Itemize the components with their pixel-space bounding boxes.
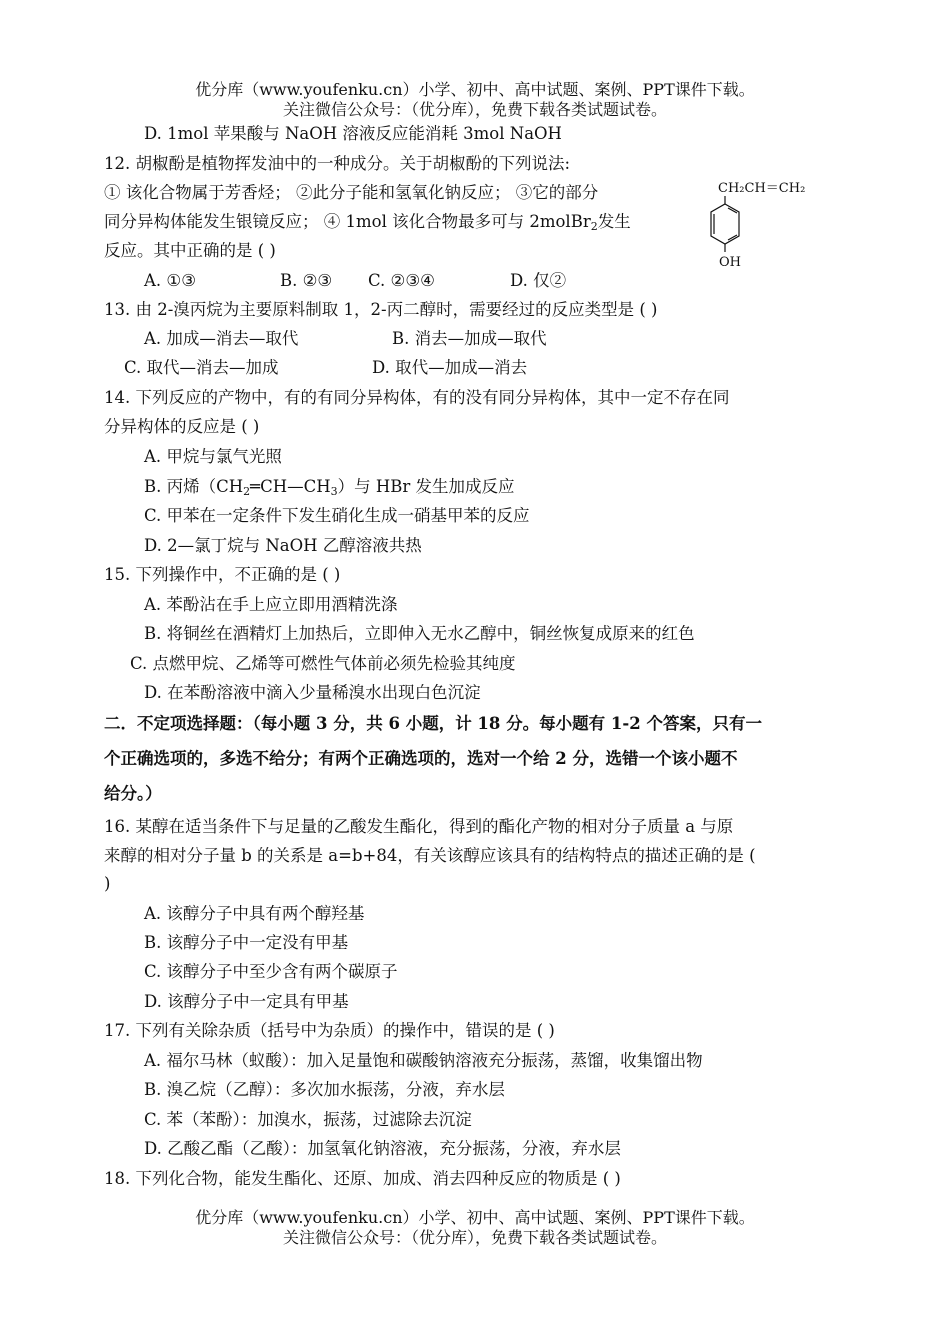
q17-option-c: C. 苯（苯酚）：加溴水，振荡，过滤除去沉淀 [144,1110,472,1129]
q15-option-a: A. 苯酚沾在手上应立即用酒精洗涤 [144,595,398,614]
q14-option-d: D. 2—氯丁烷与 NaOH 乙醇溶液共热 [144,536,422,555]
q17-option-b: B. 溴乙烷（乙醇）：多次加水振荡，分液，弃水层 [144,1080,505,1099]
q14-option-c: C. 甲苯在一定条件下发生硝化生成一硝基甲苯的反应 [144,506,530,525]
section2-line-1: 二．不定项选择题：（每小题 3 分，共 6 小题，计 18 分。每小题有 1-2 个答案，只有一 [104,714,762,733]
q12-line-3: 反应。其中正确的是 ( ) [104,241,276,260]
q17-option-a: A. 福尔马林（蚁酸）：加入足量饱和碳酸钠溶液充分振荡，蒸馏，收集馏出物 [144,1051,703,1070]
q12-option-b: B. ②③ [280,271,333,290]
q16-stem-1: 16. 某醇在适当条件下与足量的乙酸发生酯化，得到的酯化产物的相对分子质量 a 与原 [104,817,734,836]
q17-option-d: D. 乙酸乙酯（乙酸）：加氢氧化钠溶液，充分振荡，分液，弃水层 [144,1139,621,1158]
q16-option-d: D. 该醇分子中一定具有甲基 [144,992,349,1011]
q13-stem: 13. 由 2-溴丙烷为主要原料制取 1，2-丙二醇时，需要经过的反应类型是 ( ) [104,300,658,319]
header-line-2: 关注微信公众号：（优分库），免费下载各类试题试卷。 [282,100,667,119]
q14-stem-2: 分异构体的反应是 ( ) [104,417,260,436]
q16-option-b: B. 该醇分子中一定没有甲基 [144,933,349,952]
q12-option-c: C. ②③④ [368,271,435,290]
footer-line-2: 关注微信公众号：（优分库），免费下载各类试题试卷。 [282,1228,667,1247]
piperitol-structure-diagram [700,178,840,283]
q12-option-d: D. 仅② [510,271,567,290]
structure-substituent-label: CH₂CH＝CH₂ [718,181,806,196]
section2-line-2: 个正确选项的，多选不给分；有两个正确选项的，选对一个给 2 分，选错一个该小题不 [104,749,738,768]
section2-line-3: 给分。） [104,784,162,803]
q14-option-a: A. 甲烷与氯气光照 [144,447,282,466]
structure-oh-label: OH [719,255,741,270]
q15-stem: 15. 下列操作中，不正确的是 ( ) [104,565,341,584]
q14-stem-1: 14. 下列反应的产物中，有的有同分异构体，有的没有同分异构体，其中一定不存在同 [104,388,730,407]
q15-option-b: B. 将铜丝在酒精灯上加热后，立即伸入无水乙醇中，铜丝恢复成原来的红色 [144,624,695,643]
footer-line-1: 优分库（www.youfenku.cn）小学、初中、高中试题、案例、PPT课件下载。 [195,1208,755,1227]
q11-option-d: D. 1mol 苹果酸与 NaOH 溶液反应能消耗 3mol NaOH [144,124,562,143]
q16-stem-3: ) [104,874,111,893]
q12-line-1: ① 该化合物属于芳香烃； ②此分子能和氢氧化钠反应； ③它的部分 [104,183,599,202]
q18-stem: 18. 下列化合物，能发生酯化、还原、加成、消去四种反应的物质是 ( ) [104,1169,621,1188]
q13-option-b: B. 消去—加成—取代 [392,329,547,348]
q12-option-a: A. ①③ [144,271,196,290]
q17-stem: 17. 下列有关除杂质（括号中为杂质）的操作中，错误的是 ( ) [104,1021,555,1040]
header-line-1: 优分库（www.youfenku.cn）小学、初中、高中试题、案例、PPT课件下载。 [195,80,755,99]
q15-option-d: D. 在苯酚溶液中滴入少量稀溴水出现白色沉淀 [144,683,481,702]
q14-option-b: B. 丙烯$(CH_2═CH—CH_3)$与 HBr 发生加成反应 [144,477,515,498]
q12-line-2: 同分异构体能发生银镜反应； ④ 1mol 该化合物最多可与 2molBr$_2$发生 [104,212,631,233]
q16-option-a: A. 该醇分子中具有两个醇羟基 [144,904,365,923]
q16-stem-2: 来醇的相对分子量 b 的关系是 a=b+84，有关该醇应该具有的结构特点的描述正确的是 ( [104,846,756,865]
q13-option-d: D. 取代—加成—消去 [372,358,528,377]
q16-option-c: C. 该醇分子中至少含有两个碳原子 [144,962,398,981]
q13-option-c: C. 取代—消去—加成 [124,358,279,377]
q12-stem: 12. 胡椒酚是植物挥发油中的一种成分。关于胡椒酚的下列说法: [104,154,571,173]
q13-option-a: A. 加成—消去—取代 [144,329,299,348]
q15-option-c: C. 点燃甲烷、乙烯等可燃性气体前必须先检验其纯度 [130,654,516,673]
benzene-ring [711,196,739,252]
